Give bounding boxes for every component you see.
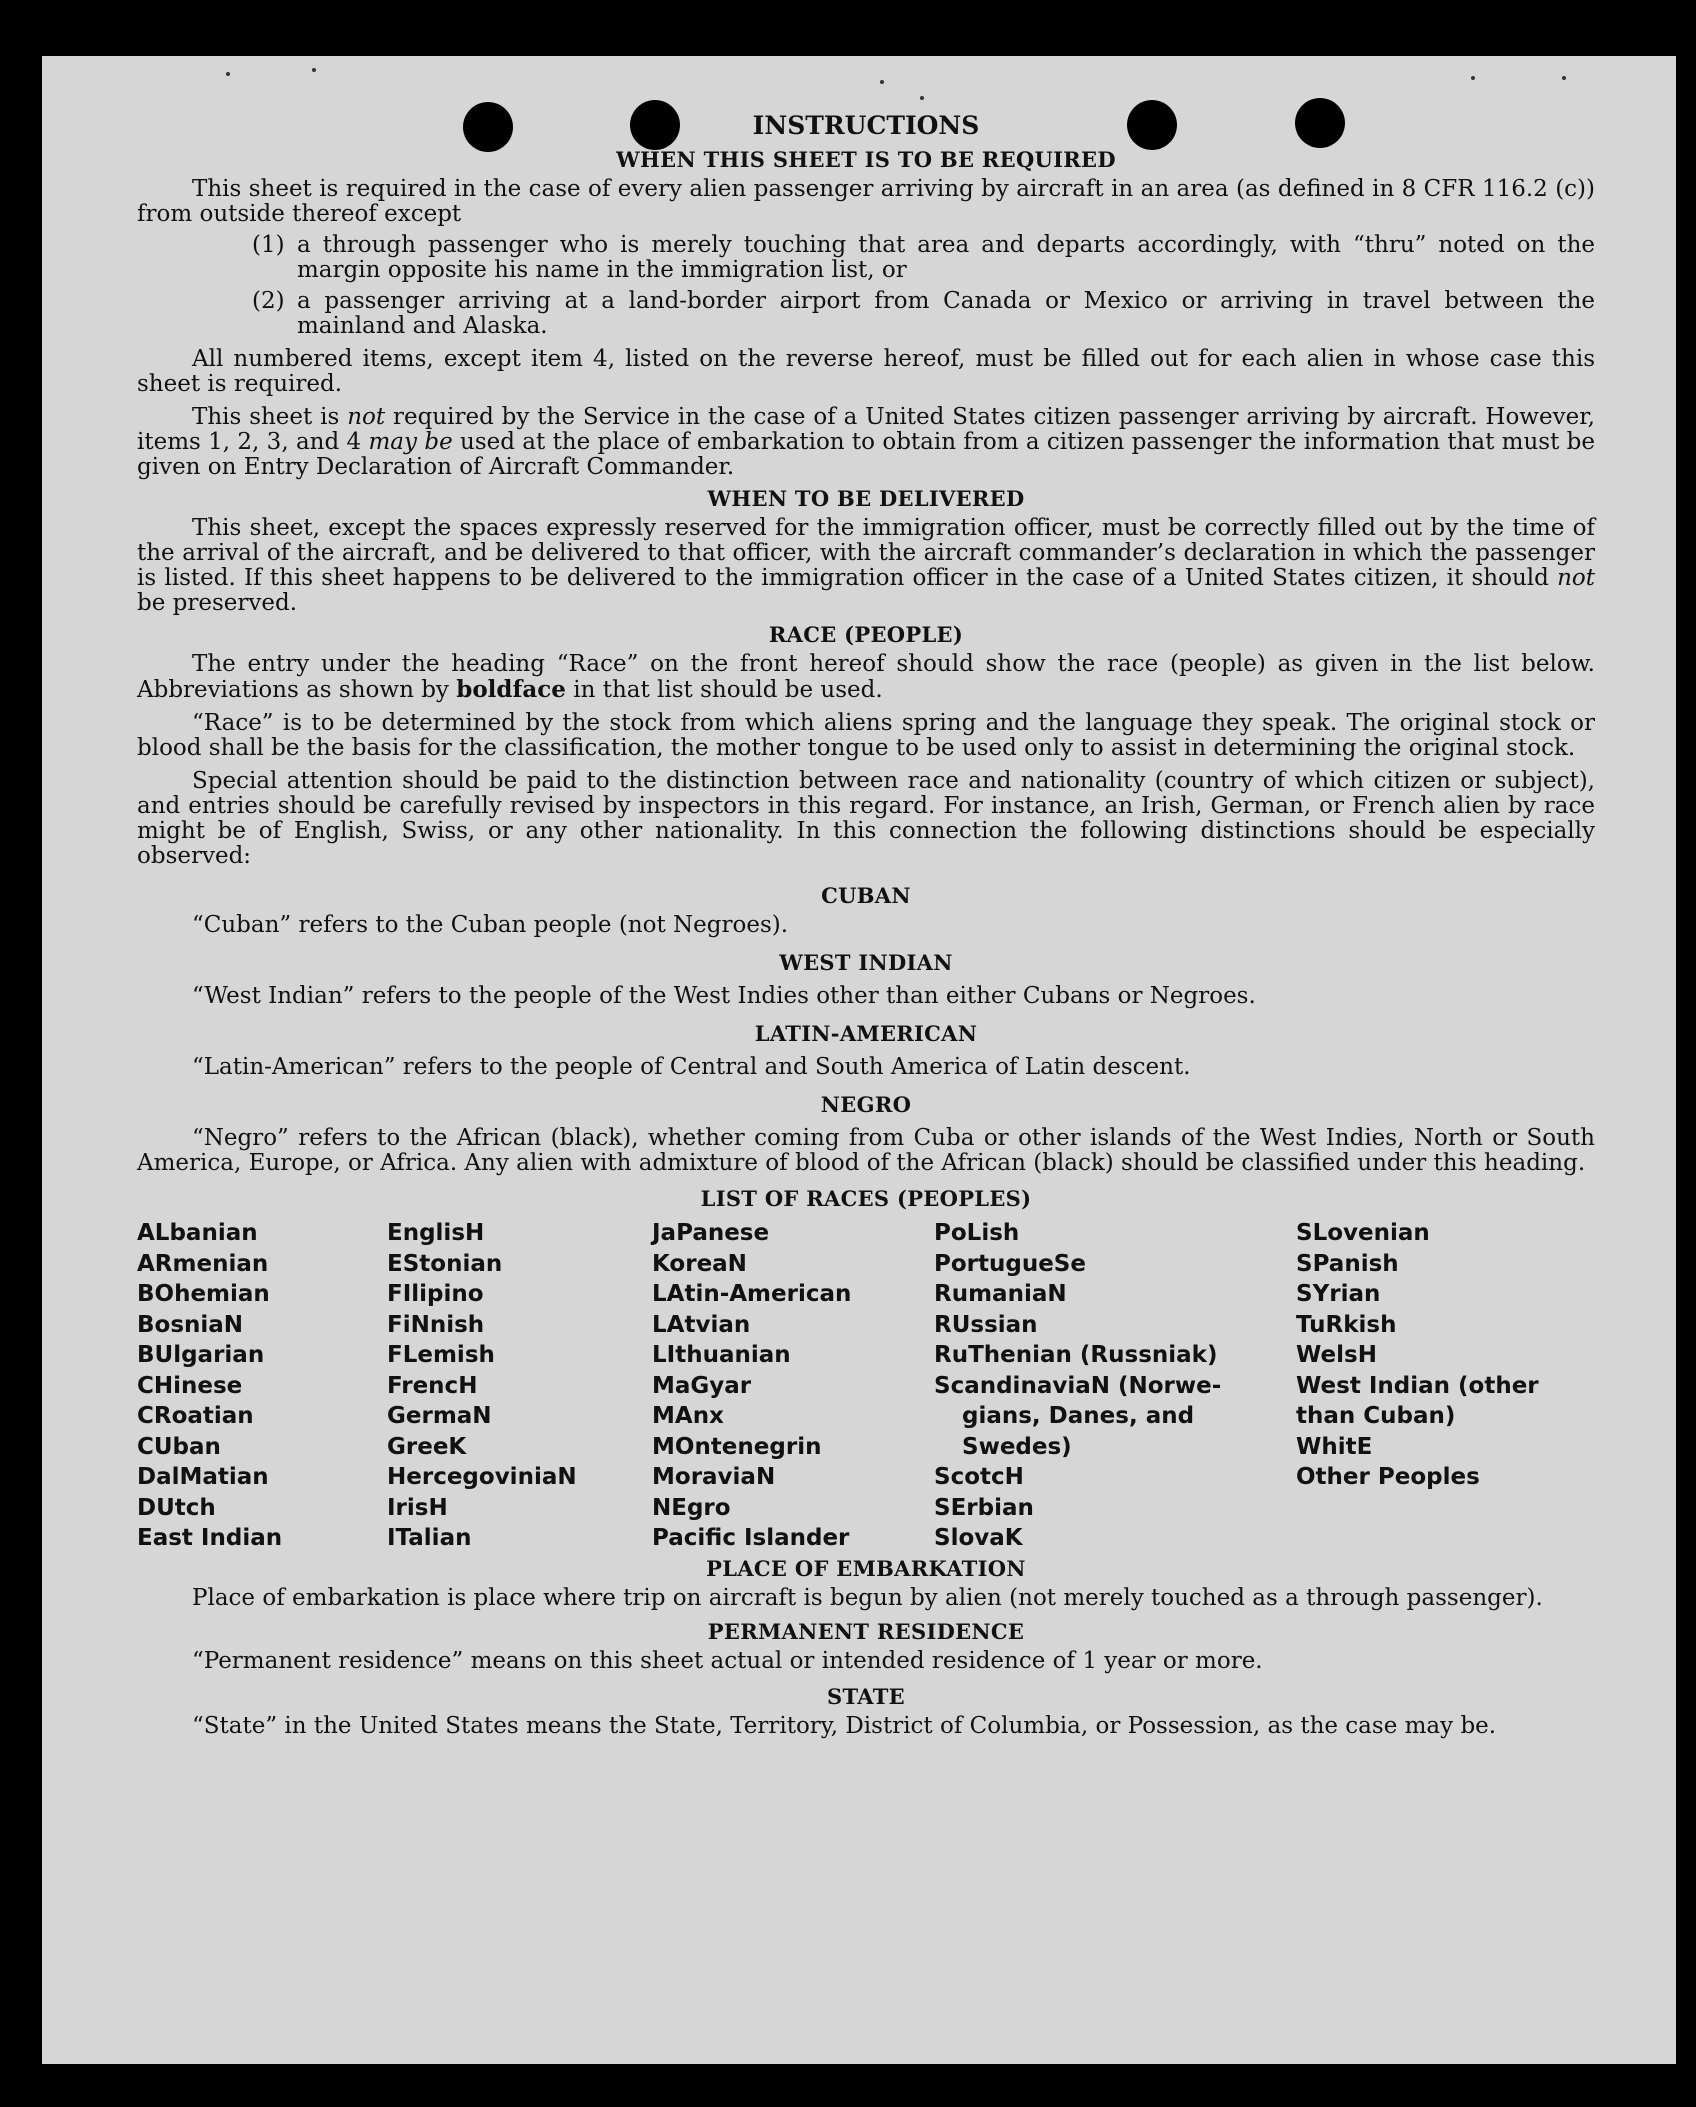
race-entry: SYrian xyxy=(1296,1281,1381,1307)
race-entry: ITalian xyxy=(387,1525,472,1551)
list-item xyxy=(252,233,1595,283)
race-entry: WhitE xyxy=(1296,1433,1373,1460)
item-number: (2) xyxy=(252,288,285,314)
item-text: a passenger arriving at a land-border airport from Canada or Mexico or arriving in travel between the mainland and Alaska. xyxy=(297,288,1595,339)
section-heading-list-of-races: LIST OF RACES (PEOPLES) xyxy=(700,1186,1032,1211)
race-entry: FrencH xyxy=(387,1372,478,1399)
race-entry: RumaniaN xyxy=(934,1281,1067,1307)
paragraph: “State” in the United States means the State, Territory, District of Columbia, or Possession, as the case may be. xyxy=(192,1712,1497,1739)
races-column-5 xyxy=(1296,1218,1586,1554)
race-entry: than Cuban) xyxy=(1296,1403,1456,1429)
race-entry: ALbanian xyxy=(137,1220,258,1246)
race-entry: GermaN xyxy=(387,1403,492,1429)
paragraph: “Race” is to be determined by the stock from which aliens spring and the language they speak. The original stock or blood shall be the basis for the classification, the mother tongue to be used only to assist in determining the original stock. xyxy=(137,710,1595,761)
paragraph: The entry under the heading “Race” on the front hereof should show the race (people) as given in the list below. Abbreviations as shown by boldface in that list should be used. xyxy=(137,651,1595,703)
paragraph: All numbered items, except item 4, listed on the reverse hereof, must be filled out for each alien in whose case this sheet is required. xyxy=(137,346,1595,397)
document-sheet xyxy=(42,56,1676,2064)
race-entry: Swedes) xyxy=(962,1433,1072,1460)
race-entry: CHinese xyxy=(137,1372,243,1399)
race-entry: BUlgarian xyxy=(137,1342,265,1368)
races-column-2 xyxy=(387,1218,652,1554)
paragraph: This sheet is not required by the Service in the case of a United States citizen passenger arriving by aircraft. However, items 1, 2, 3, and 4 may be used at the place of embarkation to obtain from a citizen passenger the information that must be given on Entry Declaration of Aircraft Commander. xyxy=(137,404,1596,480)
race-entry: SPanish xyxy=(1296,1250,1399,1277)
race-entry: MoraviaN xyxy=(652,1464,776,1490)
race-entry: LAtvian xyxy=(652,1311,751,1338)
section-heading-delivered: WHEN TO BE DELIVERED xyxy=(707,486,1025,511)
race-entry: BOhemian xyxy=(137,1281,270,1307)
race-entry: TuRkish xyxy=(1296,1311,1397,1338)
race-entry: SErbian xyxy=(934,1494,1034,1521)
race-entry: NEgro xyxy=(652,1494,731,1521)
section-heading-cuban: CUBAN xyxy=(821,883,911,908)
paragraph: “Latin-American” refers to the people of Central and South America of Latin descent. xyxy=(192,1054,1191,1080)
paragraph: “Permanent residence” means on this sheet actual or intended residence of 1 year or more. xyxy=(192,1647,1263,1674)
race-entry: WelsH xyxy=(1296,1342,1377,1368)
race-entry: HercegoviniaN xyxy=(387,1464,577,1490)
speck xyxy=(1562,76,1566,80)
race-entry: ScotcH xyxy=(934,1464,1024,1490)
speck xyxy=(880,80,884,84)
race-entry: DUtch xyxy=(137,1494,216,1521)
race-entry: IrisH xyxy=(387,1494,448,1521)
race-entry: RUssian xyxy=(934,1311,1038,1338)
section-heading-required: WHEN THIS SHEET IS TO BE REQUIRED xyxy=(616,147,1116,172)
list-item xyxy=(252,289,1595,339)
section-heading-residence: PERMANENT RESIDENCE xyxy=(707,1618,1025,1644)
race-entry: KoreaN xyxy=(652,1250,747,1277)
race-entry: CUban xyxy=(137,1433,221,1460)
races-list xyxy=(137,1218,1595,1554)
speck xyxy=(312,68,316,72)
races-column-3 xyxy=(652,1218,934,1554)
race-entry: PortugueSe xyxy=(934,1250,1086,1277)
paragraph: Place of embarkation is place where trip on aircraft is begun by alien (not merely touched as a through passenger). xyxy=(192,1584,1543,1611)
race-entry: FLemish xyxy=(387,1342,495,1368)
race-entry: BosniaN xyxy=(137,1311,244,1338)
item-text: a through passenger who is merely touching that area and departs accordingly, with “thru” noted on the margin opposite his name in the immigration list, or xyxy=(297,232,1595,283)
race-entry: EnglisH xyxy=(387,1220,485,1246)
race-entry: Pacific Islander xyxy=(652,1525,850,1551)
race-entry: SLovenian xyxy=(1296,1220,1430,1246)
race-entry: GreeK xyxy=(387,1433,467,1460)
race-entry: CRoatian xyxy=(137,1403,254,1429)
race-entry: West Indian (other xyxy=(1296,1372,1539,1399)
race-entry: EStonian xyxy=(387,1250,503,1277)
content xyxy=(137,111,1595,1739)
race-entry: MAnx xyxy=(652,1403,724,1429)
paragraph: “Cuban” refers to the Cuban people (not Negroes). xyxy=(192,912,789,938)
race-entry: MaGyar xyxy=(652,1372,752,1399)
speck xyxy=(920,96,924,100)
race-entry: Other Peoples xyxy=(1296,1464,1480,1490)
paragraph: Special attention should be paid to the distinction between race and nationality (country of which citizen or subject), and entries should be carefully revised by inspectors in this regard. For instance, an Irish, German, or French alien by race might be of English, Swiss, or any other nationality. In this connection the following distinctions should be especially observed: xyxy=(137,768,1595,869)
race-entry: East Indian xyxy=(137,1525,283,1551)
section-heading-west-indian: WEST INDIAN xyxy=(779,950,953,975)
race-entry: ScandinaviaN (Norwe- xyxy=(934,1372,1222,1399)
race-entry: PoLish xyxy=(934,1220,1020,1246)
races-column-1 xyxy=(137,1218,387,1554)
page-title: INSTRUCTIONS xyxy=(752,111,980,140)
race-entry: FiNnish xyxy=(387,1311,485,1338)
race-entry: DalMatian xyxy=(137,1464,269,1490)
races-column-4 xyxy=(934,1218,1296,1554)
speck xyxy=(1471,76,1475,80)
race-entry: LAtin-American xyxy=(652,1281,852,1307)
paragraph: “Negro” refers to the African (black), whether coming from Cuba or other islands of the West Indies, North or South America, Europe, or Africa. Any alien with admixture of blood of the African (black) should be classified under this heading. xyxy=(137,1125,1595,1176)
section-heading-embarkation: PLACE OF EMBARKATION xyxy=(706,1555,1026,1581)
paragraph: This sheet is required in the case of every alien passenger arriving by aircraft in an area (as defined in 8 CFR 116.2 (c)) from outside thereof except xyxy=(137,176,1595,227)
section-heading-negro: NEGRO xyxy=(820,1092,912,1117)
race-entry: JaPanese xyxy=(652,1220,770,1246)
section-heading-race: RACE (PEOPLE) xyxy=(768,622,964,647)
race-entry: SlovaK xyxy=(934,1525,1023,1551)
speck xyxy=(226,72,230,76)
paragraph: This sheet, except the spaces expressly reserved for the immigration officer, must be correctly filled out by the time of the arrival of the aircraft, and be delivered to that officer, with the aircraft commander’s declaration in which the passenger is listed. If this sheet happens to be delivered to the immigration officer in the case of a United States citizen, it should not be preserved. xyxy=(137,515,1595,616)
item-number: (1) xyxy=(252,232,285,258)
section-heading-state: STATE xyxy=(827,1683,905,1709)
race-entry: MOntenegrin xyxy=(652,1433,822,1460)
race-entry: ARmenian xyxy=(137,1250,269,1277)
race-entry: gians, Danes, and xyxy=(962,1403,1195,1429)
paragraph: “West Indian” refers to the people of the West Indies other than either Cubans or Negroes. xyxy=(192,983,1256,1009)
race-entry: FIlipino xyxy=(387,1281,484,1307)
race-entry: RuThenian (Russniak) xyxy=(934,1342,1218,1368)
race-entry: LIthuanian xyxy=(652,1342,791,1368)
section-heading-latin-american: LATIN-AMERICAN xyxy=(754,1021,978,1046)
